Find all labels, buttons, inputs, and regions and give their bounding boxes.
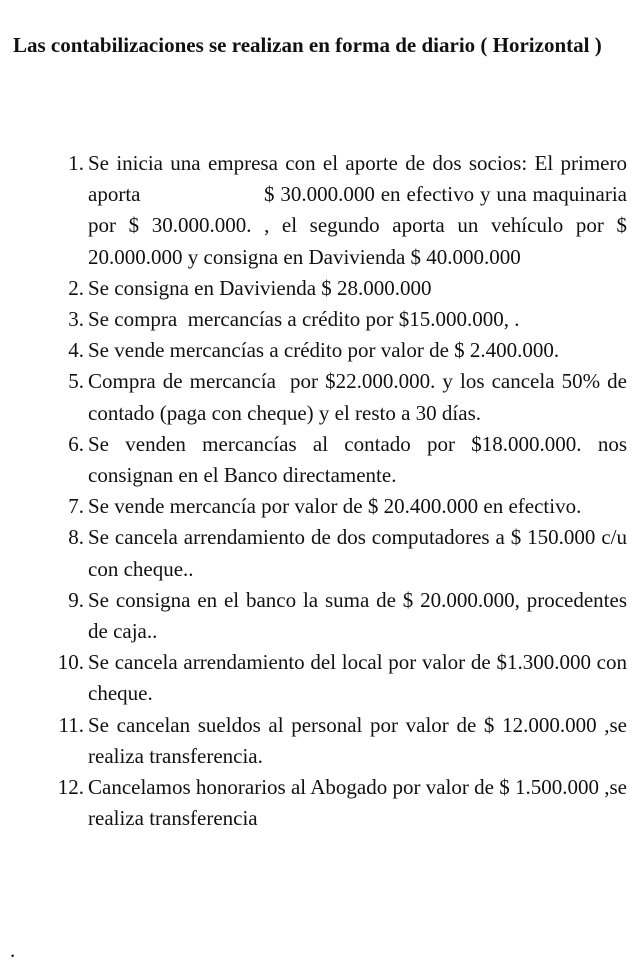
list-item: [0, 148, 633, 273]
item-text: Se consigna en el banco la suma de $ 20.000.000, procedentes de caja..: [88, 587, 627, 644]
list-item: [0, 273, 633, 304]
item-text: Se cancela arrendamiento de dos computadores a $ 150.000 c/u con cheque..: [88, 525, 627, 581]
item-text: Cancelamos honorarios al Abogado por valor de $ 1.500.000 ,se realiza transferencia: [88, 775, 627, 831]
list-item: [0, 366, 633, 428]
item-text: Compra de mercancía por $22.000.000. y los cancela 50% de contado (paga con cheque) y el resto a 30 días.: [88, 369, 633, 425]
item-text: Se inicia una empresa con el aporte de dos socios: El primero aporta $ 30.000.000 en efectivo y una maquinaria por $ 30.000.000. , el segundo aporta un vehículo por $ 20.000.000 y consigna en Davivienda $ 40.000.000: [88, 151, 633, 269]
item-number: 11.: [58, 712, 84, 737]
item-number: 2.: [68, 275, 84, 300]
item-number: 3.: [68, 307, 84, 332]
list-item: [0, 491, 633, 522]
document-heading: Las contabilizaciones se realizan en forma de diario ( Horizontal ): [13, 33, 602, 57]
item-text: Se consigna en Davivienda $ 28.000.000: [88, 275, 432, 300]
list-item: [0, 647, 633, 709]
transaction-list: [0, 148, 633, 834]
item-text: Se cancela arrendamiento del local por valor de $1.300.000 con cheque.: [88, 650, 627, 706]
list-item: [0, 304, 633, 335]
item-number: 12.: [57, 775, 84, 800]
list-item: [0, 585, 633, 647]
item-number: 10.: [57, 650, 84, 675]
list-item: [0, 335, 633, 366]
item-number: 6.: [68, 431, 84, 456]
list-item: [0, 772, 633, 834]
list-item: [0, 429, 633, 491]
item-number: 1.: [68, 151, 84, 175]
item-text: Se vende mercancías a crédito por valor de $ 2.400.000.: [88, 338, 560, 363]
trailing-period: .: [10, 938, 16, 962]
item-number: 9.: [68, 587, 84, 612]
item-text: Se compra mercancías a crédito por $15.000.000, .: [88, 307, 520, 332]
item-number: 5.: [68, 369, 84, 394]
item-number: 8.: [68, 525, 84, 550]
item-text: Se venden mercancías al contado por $18.000.000. nos consignan en el Banco directamente.: [88, 431, 627, 488]
list-item: [0, 522, 633, 584]
item-number: 7.: [68, 494, 84, 519]
list-item: [0, 710, 633, 772]
item-text: Se vende mercancía por valor de $ 20.400.000 en efectivo.: [88, 494, 582, 519]
item-text: Se cancelan sueldos al personal por valor de $ 12.000.000 ,se realiza transferencia.: [88, 712, 627, 768]
item-number: 4.: [68, 338, 84, 363]
